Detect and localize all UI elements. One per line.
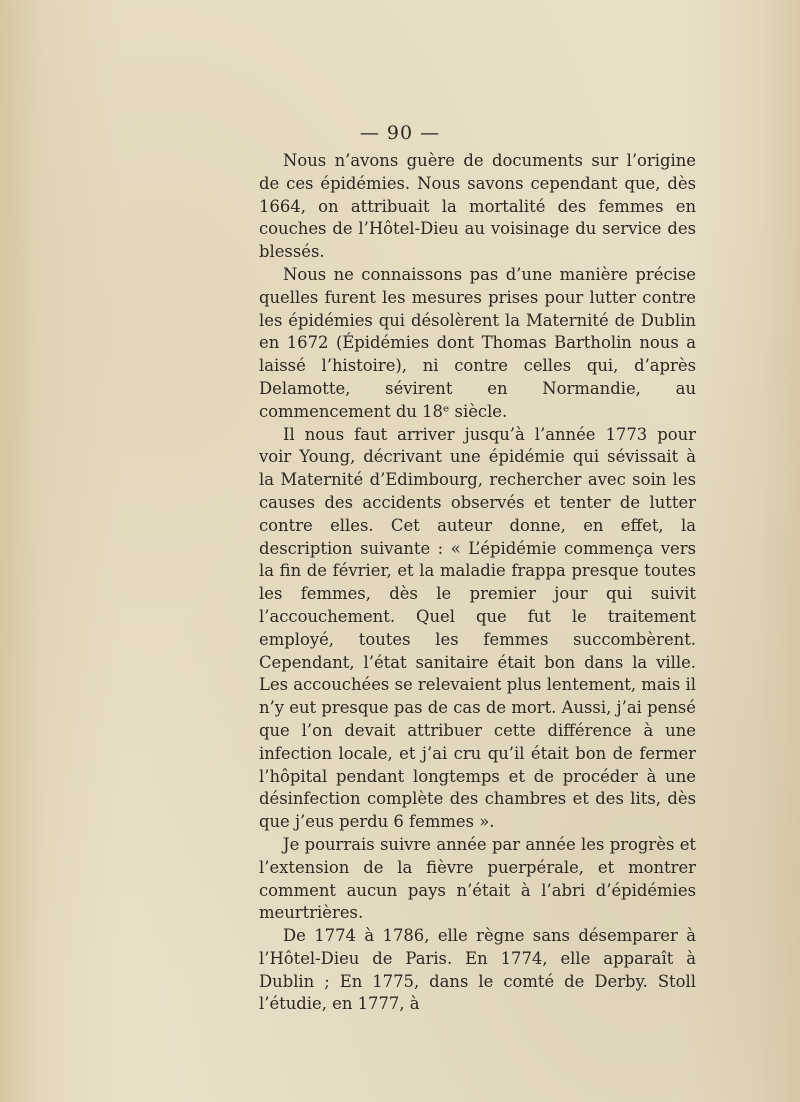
body-text [259, 150, 696, 1016]
paragraph-progress: Je pourrais suivre année par année les progrès et l’extension de la fièvre puerpérale, et montrer comment aucun pays n’était à l’abri d’épidémies meurtrières. [259, 834, 696, 923]
paragraph-measures: Nous ne connaissons pas d’une manière précise quelles furent les mesures prises pour lutter contre les épidémies qui désolèrent la Maternité de Dublin en 1672 (Épidémies dont Thomas Bartholin nous a laissé l’histoire), ni contre celles qui, d’après Delamotte, sévirent en Normandie, au commencement du 18ᵉ siècle. [259, 264, 696, 421]
paragraph-1774-1786: De 1774 à 1786, elle règne sans désemparer à l’Hôtel-Dieu de Paris. En 1774, elle apparaît à Dublin ; En 1775, dans le comté de Derby. Stoll l’étudie, en 1777, à [259, 926, 696, 1014]
page-number: — 90 — [359, 122, 441, 144]
paragraph-young-1773: Il nous faut arriver jusqu’à l’année 1773 pour voir Young, décrivant une épidémie qui sévissait à la Maternité d’Edimbourg, rechercher avec soin les causes des accidents observés et tenter de lutter contre elles. Cet auteur donne, en effet, la description suivante : « L’épidémie commença vers la fin de février, et la maladie frappa presque toutes les femmes, dès le premier jour qui suivit l’accouchement. Quel que fut le traitement employé, toutes les femmes succombèrent. Cependant, l’état sanitaire était bon dans la ville. Les accouchées se relevaient plus lentement, mais il n’y eut presque pas de cas de mort. Aussi, j’ai pensé que l’on devait attribuer cette différence à une infection locale, et j’ai cru qu’il était bon de fermer l’hôpital pendant longtemps et de procéder à une désinfection complète des chambres et des lits, dès que j’eus perdu 6 femmes ». [259, 424, 696, 832]
paragraph-origin: Nous n’avons guère de documents sur l’origine de ces épidémies. Nous savons cependant que, dès 1664, on attribuait la mortalité des femmes en couches de l’Hôtel-Dieu au voisinage du service des blessés. [259, 151, 696, 262]
